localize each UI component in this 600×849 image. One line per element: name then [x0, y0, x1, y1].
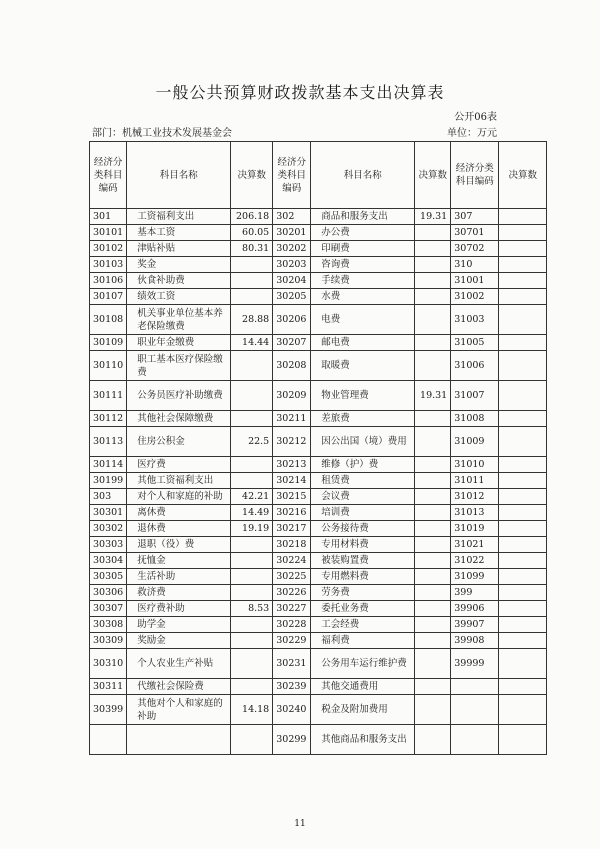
table-row	[90, 633, 547, 649]
row-econ-code: 30701	[451, 225, 499, 241]
row-amount	[499, 585, 547, 601]
row-amount	[231, 537, 273, 553]
row-econ-code: 30216	[273, 505, 311, 521]
row-subject-name: 差旅费	[311, 411, 415, 427]
row-amount	[499, 225, 547, 241]
row-subject-name: 邮电费	[311, 335, 415, 351]
row-econ-code	[451, 725, 499, 755]
row-subject-name: 专用燃料费	[311, 569, 415, 585]
table-row	[90, 427, 547, 457]
row-amount	[499, 381, 547, 411]
row-amount	[499, 601, 547, 617]
row-amount	[415, 521, 451, 537]
row-amount	[415, 225, 451, 241]
row-amount: 22.5	[231, 427, 273, 457]
row-econ-code: 310	[451, 257, 499, 273]
table-row	[90, 257, 547, 273]
table-row	[90, 649, 547, 679]
row-amount	[415, 585, 451, 601]
row-amount	[499, 257, 547, 273]
row-amount: 19.31	[415, 209, 451, 225]
row-econ-code: 30107	[90, 289, 127, 305]
row-subject-name: 救济费	[127, 585, 231, 601]
table-row	[90, 457, 547, 473]
table-row	[90, 351, 547, 381]
row-econ-code: 31019	[451, 521, 499, 537]
row-econ-code: 30305	[90, 569, 127, 585]
row-subject-name: 抚恤金	[127, 553, 231, 569]
row-econ-code: 30224	[273, 553, 311, 569]
row-amount	[231, 351, 273, 381]
row-econ-code: 30110	[90, 351, 127, 381]
row-amount	[415, 553, 451, 569]
row-amount	[231, 725, 273, 755]
table-row	[90, 289, 547, 305]
row-amount	[415, 633, 451, 649]
row-amount	[499, 335, 547, 351]
table-row	[90, 505, 547, 521]
row-amount	[499, 273, 547, 289]
row-subject-name: 电费	[311, 305, 415, 335]
row-amount	[415, 725, 451, 755]
row-subject-name: 住房公积金	[127, 427, 231, 457]
row-subject-name: 咨询费	[311, 257, 415, 273]
row-amount	[231, 617, 273, 633]
row-econ-code: 30106	[90, 273, 127, 289]
row-econ-code: 39908	[451, 633, 499, 649]
row-amount	[231, 569, 273, 585]
row-econ-code	[90, 725, 127, 755]
row-amount: 80.31	[231, 241, 273, 257]
row-econ-code: 307	[451, 209, 499, 225]
row-amount	[415, 351, 451, 381]
header-amount: 决算数	[231, 142, 273, 209]
row-subject-name: 专用材料费	[311, 537, 415, 553]
row-subject-name: 工资福利支出	[127, 209, 231, 225]
row-subject-name: 职业年金缴费	[127, 335, 231, 351]
row-econ-code: 301	[90, 209, 127, 225]
row-amount: 14.49	[231, 505, 273, 521]
row-amount	[415, 241, 451, 257]
row-econ-code: 30208	[273, 351, 311, 381]
row-econ-code: 31007	[451, 381, 499, 411]
row-amount	[415, 601, 451, 617]
row-subject-name: 生活补助	[127, 569, 231, 585]
table-row	[90, 209, 547, 225]
row-subject-name: 奖励金	[127, 633, 231, 649]
row-econ-code: 399	[451, 585, 499, 601]
row-econ-code: 30226	[273, 585, 311, 601]
row-amount	[231, 633, 273, 649]
row-amount	[499, 649, 547, 679]
row-econ-code: 31013	[451, 505, 499, 521]
row-econ-code: 30199	[90, 473, 127, 489]
row-subject-name: 津贴补贴	[127, 241, 231, 257]
department-label: 部门：机械工业技术发展基金会	[92, 128, 232, 139]
row-amount: 14.44	[231, 335, 273, 351]
row-subject-name: 办公费	[311, 225, 415, 241]
table-row	[90, 473, 547, 489]
row-econ-code: 31010	[451, 457, 499, 473]
row-subject-name: 助学金	[127, 617, 231, 633]
row-subject-name: 会议费	[311, 489, 415, 505]
row-econ-code: 31099	[451, 569, 499, 585]
row-amount	[499, 209, 547, 225]
row-amount	[415, 457, 451, 473]
row-amount	[415, 617, 451, 633]
table-row	[90, 241, 547, 257]
row-amount	[415, 473, 451, 489]
row-amount	[499, 411, 547, 427]
row-econ-code: 30209	[273, 381, 311, 411]
row-amount	[415, 289, 451, 305]
row-subject-name: 手续费	[311, 273, 415, 289]
row-econ-code	[451, 679, 499, 695]
row-subject-name: 商品和服务支出	[311, 209, 415, 225]
row-amount	[415, 411, 451, 427]
row-amount	[499, 505, 547, 521]
row-amount	[231, 649, 273, 679]
row-econ-code: 30310	[90, 649, 127, 679]
row-econ-code: 31002	[451, 289, 499, 305]
row-subject-name: 公务接待费	[311, 521, 415, 537]
table-row	[90, 521, 547, 537]
header-econ-code: 经济分类科目编码	[451, 142, 499, 209]
row-subject-name: 代缴社会保险费	[127, 679, 231, 695]
row-econ-code: 30225	[273, 569, 311, 585]
expenditure-table	[89, 141, 547, 755]
row-amount	[415, 679, 451, 695]
row-econ-code: 30304	[90, 553, 127, 569]
row-econ-code: 30102	[90, 241, 127, 257]
row-econ-code: 303	[90, 489, 127, 505]
row-subject-name: 培训费	[311, 505, 415, 521]
row-amount	[499, 553, 547, 569]
table-row	[90, 305, 547, 335]
row-econ-code: 30308	[90, 617, 127, 633]
row-amount	[415, 695, 451, 725]
row-subject-name: 物业管理费	[311, 381, 415, 411]
row-econ-code: 30306	[90, 585, 127, 601]
row-econ-code: 30213	[273, 457, 311, 473]
row-subject-name: 退休费	[127, 521, 231, 537]
header-amount: 决算数	[499, 142, 547, 209]
row-subject-name: 因公出国（境）费用	[311, 427, 415, 457]
row-amount	[499, 351, 547, 381]
row-subject-name: 绩效工资	[127, 289, 231, 305]
row-amount: 28.88	[231, 305, 273, 335]
row-econ-code: 302	[273, 209, 311, 225]
row-amount	[415, 273, 451, 289]
header-econ-code: 经济分类科目编码	[273, 142, 311, 209]
row-subject-name: 奖金	[127, 257, 231, 273]
row-subject-name: 其他商品和服务支出	[311, 725, 415, 755]
row-subject-name	[127, 725, 231, 755]
header-subject-name: 科目名称	[311, 142, 415, 209]
row-econ-code: 30108	[90, 305, 127, 335]
row-subject-name: 离休费	[127, 505, 231, 521]
row-econ-code: 30303	[90, 537, 127, 553]
row-econ-code: 30228	[273, 617, 311, 633]
row-econ-code: 30204	[273, 273, 311, 289]
row-econ-code: 31009	[451, 427, 499, 457]
row-amount	[499, 457, 547, 473]
row-econ-code: 31003	[451, 305, 499, 335]
row-econ-code: 31005	[451, 335, 499, 351]
row-econ-code: 30309	[90, 633, 127, 649]
row-amount: 8.53	[231, 601, 273, 617]
row-amount	[499, 617, 547, 633]
table-row	[90, 381, 547, 411]
row-amount	[415, 427, 451, 457]
row-amount: 42.21	[231, 489, 273, 505]
row-econ-code: 30399	[90, 695, 127, 725]
row-econ-code: 30206	[273, 305, 311, 335]
row-econ-code	[451, 695, 499, 725]
table-row	[90, 725, 547, 755]
row-amount: 206.18	[231, 209, 273, 225]
row-econ-code: 30113	[90, 427, 127, 457]
row-econ-code: 30302	[90, 521, 127, 537]
header-amount: 决算数	[415, 142, 451, 209]
row-amount	[231, 411, 273, 427]
row-amount	[415, 537, 451, 553]
row-subject-name: 维修（护）费	[311, 457, 415, 473]
row-subject-name: 其他交通费用	[311, 679, 415, 695]
row-subject-name: 福利费	[311, 633, 415, 649]
table-row	[90, 225, 547, 241]
row-econ-code: 31012	[451, 489, 499, 505]
row-amount	[499, 289, 547, 305]
row-amount: 19.19	[231, 521, 273, 537]
table-row	[90, 537, 547, 553]
row-econ-code: 30299	[273, 725, 311, 755]
row-amount	[415, 305, 451, 335]
row-subject-name: 公务员医疗补助缴费	[127, 381, 231, 411]
row-amount	[231, 381, 273, 411]
row-econ-code: 39906	[451, 601, 499, 617]
unit-label: 单位：万元	[447, 128, 497, 139]
row-subject-name: 医疗费补助	[127, 601, 231, 617]
row-econ-code: 30702	[451, 241, 499, 257]
row-amount	[231, 473, 273, 489]
row-econ-code: 39907	[451, 617, 499, 633]
row-subject-name: 被装购置费	[311, 553, 415, 569]
row-econ-code: 30239	[273, 679, 311, 695]
table-row	[90, 553, 547, 569]
table-row	[90, 617, 547, 633]
table-row	[90, 679, 547, 695]
row-econ-code: 30203	[273, 257, 311, 273]
row-amount	[499, 725, 547, 755]
row-econ-code: 30229	[273, 633, 311, 649]
row-econ-code: 30109	[90, 335, 127, 351]
row-econ-code: 30101	[90, 225, 127, 241]
table-row	[90, 273, 547, 289]
row-amount	[231, 457, 273, 473]
row-amount	[499, 521, 547, 537]
row-econ-code: 30301	[90, 505, 127, 521]
row-subject-name: 其他社会保障缴费	[127, 411, 231, 427]
table-row	[90, 695, 547, 725]
header-econ-code: 经济分类科目编码	[90, 142, 127, 209]
row-econ-code: 30103	[90, 257, 127, 273]
row-econ-code: 30207	[273, 335, 311, 351]
row-subject-name: 基本工资	[127, 225, 231, 241]
row-econ-code: 30202	[273, 241, 311, 257]
row-amount	[499, 241, 547, 257]
row-econ-code: 30212	[273, 427, 311, 457]
row-subject-name: 工会经费	[311, 617, 415, 633]
row-amount: 19.31	[415, 381, 451, 411]
row-subject-name: 委托业务费	[311, 601, 415, 617]
row-econ-code: 31011	[451, 473, 499, 489]
row-amount	[231, 553, 273, 569]
row-econ-code: 30205	[273, 289, 311, 305]
row-amount	[415, 505, 451, 521]
row-subject-name: 机关事业单位基本养老保险缴费	[127, 305, 231, 335]
row-econ-code: 31006	[451, 351, 499, 381]
row-subject-name: 租赁费	[311, 473, 415, 489]
row-amount	[231, 679, 273, 695]
row-amount	[415, 649, 451, 679]
row-econ-code: 30307	[90, 601, 127, 617]
row-econ-code: 30114	[90, 457, 127, 473]
row-subject-name: 个人农业生产补贴	[127, 649, 231, 679]
table-header-row	[90, 142, 547, 209]
row-amount	[415, 489, 451, 505]
row-econ-code: 30112	[90, 411, 127, 427]
table-row	[90, 601, 547, 617]
table-row	[90, 569, 547, 585]
row-amount	[415, 569, 451, 585]
row-amount	[499, 695, 547, 725]
row-subject-name: 伙食补助费	[127, 273, 231, 289]
row-econ-code: 30218	[273, 537, 311, 553]
page-number: 11	[294, 819, 306, 829]
row-amount: 60.05	[231, 225, 273, 241]
row-subject-name: 公务用车运行维护费	[311, 649, 415, 679]
row-amount	[499, 569, 547, 585]
row-subject-name: 其他工资福利支出	[127, 473, 231, 489]
row-amount	[499, 633, 547, 649]
row-econ-code: 30201	[273, 225, 311, 241]
row-amount	[499, 473, 547, 489]
row-amount	[415, 257, 451, 273]
row-amount	[499, 537, 547, 553]
page-title: 一般公共预算财政拨款基本支出决算表	[155, 83, 445, 102]
row-amount	[231, 289, 273, 305]
row-econ-code: 30215	[273, 489, 311, 505]
row-subject-name: 职工基本医疗保险缴费	[127, 351, 231, 381]
table-number: 公开06表	[454, 112, 497, 123]
row-econ-code: 31001	[451, 273, 499, 289]
row-amount	[499, 489, 547, 505]
row-econ-code: 30231	[273, 649, 311, 679]
row-amount	[231, 257, 273, 273]
row-subject-name: 劳务费	[311, 585, 415, 601]
row-amount	[499, 427, 547, 457]
row-subject-name: 税金及附加费用	[311, 695, 415, 725]
row-econ-code: 30217	[273, 521, 311, 537]
row-econ-code: 31008	[451, 411, 499, 427]
row-subject-name: 对个人和家庭的补助	[127, 489, 231, 505]
row-subject-name: 退职（役）费	[127, 537, 231, 553]
row-subject-name: 医疗费	[127, 457, 231, 473]
header-subject-name: 科目名称	[127, 142, 231, 209]
row-econ-code: 31021	[451, 537, 499, 553]
row-subject-name: 印刷费	[311, 241, 415, 257]
row-econ-code: 30211	[273, 411, 311, 427]
row-amount	[231, 273, 273, 289]
row-econ-code: 30111	[90, 381, 127, 411]
row-econ-code: 30214	[273, 473, 311, 489]
row-amount: 14.18	[231, 695, 273, 725]
row-amount	[499, 305, 547, 335]
row-econ-code: 31022	[451, 553, 499, 569]
row-amount	[231, 585, 273, 601]
table-row	[90, 489, 547, 505]
row-subject-name: 水费	[311, 289, 415, 305]
row-econ-code: 30240	[273, 695, 311, 725]
row-econ-code: 30227	[273, 601, 311, 617]
row-amount	[499, 679, 547, 695]
table-row	[90, 411, 547, 427]
row-subject-name: 其他对个人和家庭的补助	[127, 695, 231, 725]
row-econ-code: 30311	[90, 679, 127, 695]
row-subject-name: 取暖费	[311, 351, 415, 381]
table-row	[90, 585, 547, 601]
row-econ-code: 39999	[451, 649, 499, 679]
row-amount	[415, 335, 451, 351]
table-row	[90, 335, 547, 351]
